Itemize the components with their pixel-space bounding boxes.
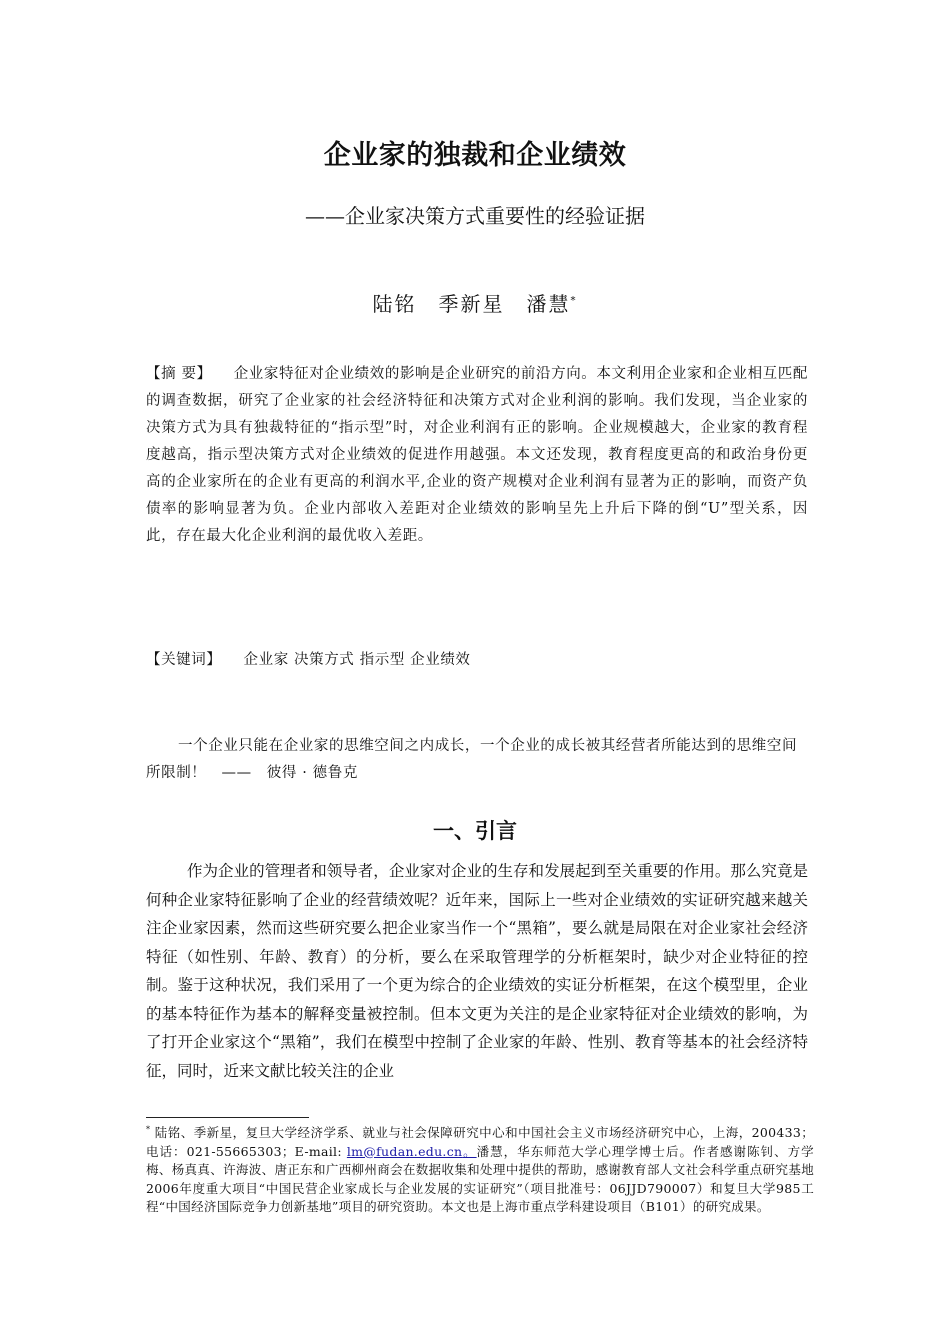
author-names: 陆铭 季新星 潘慧 <box>372 292 571 316</box>
email-link[interactable]: lm@fudan.edu.cn <box>346 1143 463 1159</box>
keywords <box>146 648 808 669</box>
footnote <box>146 1121 814 1217</box>
paper-subtitle: ——企业家决策方式重要性的经验证据 <box>305 204 645 228</box>
abstract-text: 企业家特征对企业绩效的影响是企业研究的前沿方向。本文利用企业家和企业相互匹配的调查数据，研究了企业家的社会经济特征和决策方式对企业利润的影响。我们发现，当企业家的决策方式为具有独裁特征的“指示型”时，对企业利润有正的影响。企业规模越大，企业家的教育程度越高，指示型决策方式对企业绩效的促进作用越强。本文还发现，教育程度更高的和政治身份更高的企业家所在的企业有更高的利润水平,企业的资产规模对企业利润有显著为正的影响，而资产负债率的影响显著为负。企业内部收入差距对企业绩效的影响呈先上升后下降的倒“U”型关系，因此，存在最大化企业利润的最优收入差距。 <box>146 366 809 544</box>
email-link-suffix[interactable]: 。 <box>462 1143 477 1159</box>
footnote-mark: * <box>146 1125 151 1134</box>
author-list <box>0 288 950 317</box>
footnote-divider <box>146 1117 309 1118</box>
author-footnote-mark: * <box>570 295 578 307</box>
paper-title: 企业家的独裁和企业绩效 <box>323 140 627 171</box>
abstract <box>146 361 808 550</box>
footnote-text-1: 陆铭、季新星，复旦大学经济学系、就业与社会保障研究中心和中国社会主义市场经济研究中心，上海，200433；电话：021-55665303；E-mail: <box>146 1125 814 1159</box>
epigraph: 一个企业只能在企业家的思维空间之内成长，一个企业的成长被其经营者所能达到的思维空间所限制！ —— 彼得 · 德鲁克 <box>146 738 798 781</box>
section-heading: 一、引言 <box>433 818 517 843</box>
abstract-label: 【摘 要】 <box>146 366 212 382</box>
keywords-text: 企业家 决策方式 指示型 企业绩效 <box>243 652 471 668</box>
footnote-text-2: 潘慧，华东师范大学心理学博士后。作者感谢陈钊、方学梅、杨真真、许海波、唐正东和广西柳州商会在数据收集和处理中提供的帮助，感谢教育部人文社会科学重点研究基地2006年度重大项目“中国民营企业家成长与企业发展的实证研究”（项目批准号：06JJD790007）和复旦大学985工程“中国经济国际竞争力创新基地”项目的研究资助。本文也是上海市重点学科建设项目（B101）的研究成果。 <box>146 1143 814 1215</box>
keywords-label: 【关键词】 <box>146 652 222 668</box>
section-body: 作为企业的管理者和领导者，企业家对企业的生存和发展起到至关重要的作用。那么究竟是何种企业家特征影响了企业的经营绩效呢？近年来，国际上一些对企业绩效的实证研究越来越关注企业家因素，然而这些研究要么把企业家当作一个“黑箱”，要么就是局限在对企业家社会经济特征（如性别、年龄、教育）的分析，要么在采取管理学的分析框架时，缺少对企业特征的控制。鉴于这种状况，我们采用了一个更为综合的企业绩效的实证分析框架，在这个模型里，企业的基本特征作为基本的解释变量被控制。但本文更为关注的是企业家特征对企业绩效的影响，为了打开企业家这个“黑箱”，我们在模型中控制了企业家的年龄、性别、教育等基本的社会经济特征，同时，近来文献比较关注的企业 <box>146 862 808 1080</box>
